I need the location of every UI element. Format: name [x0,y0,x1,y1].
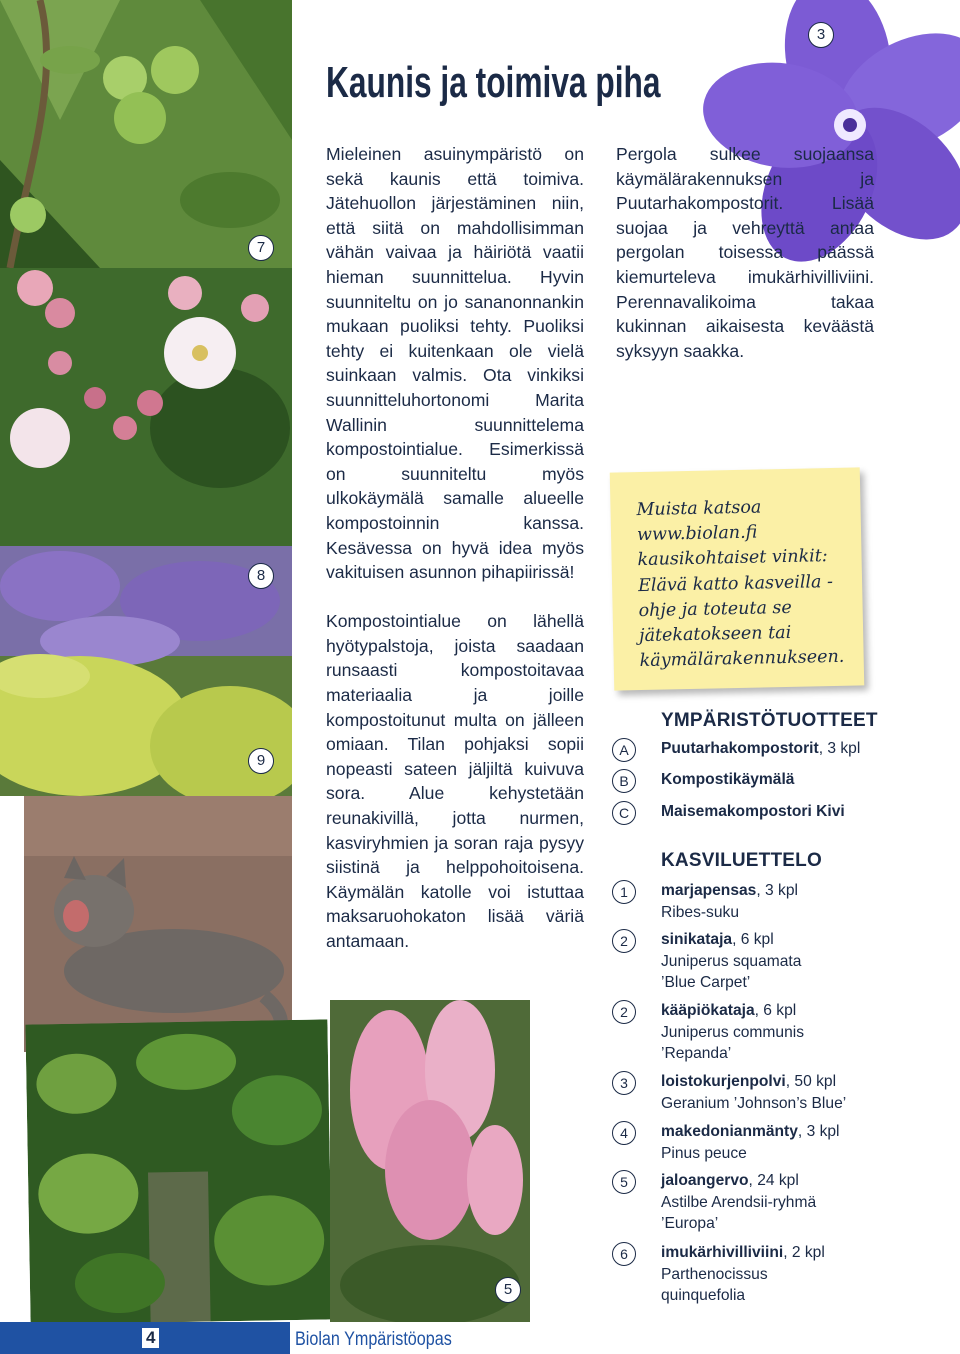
plant-count: , 3 kpl [756,882,798,899]
plant-marker: 2 [612,1000,636,1024]
apple-blossom-illustration [0,268,292,546]
page-title: Kaunis ja toimiva piha [326,58,661,107]
photo-marker-8: 8 [248,563,274,589]
plant-name: makedonianmänty [661,1123,798,1140]
apple-blossom-photo [0,268,292,546]
plant-latin: Astilbe Arendsii-ryhmä ’Europa’ [661,1193,817,1232]
plant-name: loistokurjenpolvi [661,1073,786,1090]
body-paragraph-2: Kompostointialue on lähellä hyötypalstoja, joista saadaan runsaasti kompostoitavaa materiaalia ja joille kompostoitunut multa on jälleen omiaan. Tilan pohjaksi sopii nopeasti sateen jäljiltä kuivuva sora. Alue kehystetään reunakivillä, jotta nurmen, kasviryhmien ja soran raja pysyy siistinä ja helppohoitoisena. Käymälän katolle voi istuttaa maksaruohokaton lisää väriä antamaan. [326,611,584,951]
tree-fruit-photo [0,0,292,268]
plant-count: , 50 kpl [785,1073,837,1090]
astilbe-illustration [330,1000,530,1322]
product-marker: C [612,801,636,825]
plant-latin: Juniperus communis ’Repanda’ [661,1023,805,1062]
plant-latin: Parthenocissus quinquefolia [661,1265,768,1304]
plant-count: , 24 kpl [748,1172,799,1189]
body-paragraph-3: Pergola sulkee suojaansa käymälärakennuksen ja Puutarhakompostorit. Lisää suojaa ja vehreyttä antaa pergolan toisessa päässä kiemurteleva imukärhivilliviini. Perennavalikoima takaa kukinnan aikaisesta keväästä syksyyn saakka. [616,144,874,361]
plant-latin: Pinus peuce [661,1144,747,1162]
plant-marker: 4 [612,1121,636,1145]
photo-marker-7: 7 [248,235,274,261]
plant-marker: 1 [612,880,636,904]
product-detail: , 3 kpl [818,740,861,757]
plants-heading: KASVILUETTELO [661,850,822,871]
plant-name: sinikataja [661,931,733,948]
tip-sticky-note [610,467,865,690]
product-marker: A [612,738,636,762]
plant-latin: Juniperus squamata ’Blue Carpet’ [661,952,802,991]
plant-latin: Ribes-suku [661,903,739,921]
product-name: Maisemakompostori Kivi [661,803,845,820]
plant-name: kääpiökataja [661,1002,755,1019]
plant-name: imukärhivilliviini [661,1244,784,1261]
vine-photo [25,1019,332,1324]
plant-marker: 5 [612,1170,636,1194]
footer-bar [0,1322,290,1354]
plant-marker: 3 [612,1071,636,1095]
text-column-left [326,142,584,954]
page-footer [0,1322,960,1354]
text-column-right [616,142,874,363]
plant-marker: 2 [612,929,636,953]
body-paragraph-1: Mieleinen asuinympäristö on sekä kaunis että toimiva. Jätehuollon järjestäminen niin, että siitä on mahdollisimman vähän vaivaa ja häiriötä vaatii hieman suunnittelua. Hyvin suunniteltu on jo sananonnankin mukaan puoliksi tehty. Puoliksi tehty ei kuitenkaan ole vielä suinkaan valmis. Ota vinkiksi suunnitteluhortonomi Marita Wallinin suunnittelema kompostointialue. Esimerkissä on suunniteltu myös ulkokäymälä samalle alueelle kompostoinnin kanssa. Kesävessa on hyvä idea myös vakituisen asunnon pihapiirissä! [326,144,584,583]
astilbe-photo [330,1000,530,1322]
plant-name: jaloangervo [661,1172,749,1189]
product-name: Kompostikäymälä [661,771,795,788]
plant-latin: Geranium ’Johnson’s Blue’ [661,1094,847,1112]
products-heading: YMPÄRISTÖTUOTTEET [661,710,878,731]
product-name: Puutarhakompostorit [661,740,819,757]
page-number: 4 [142,1328,159,1348]
vine-illustration [25,1019,332,1324]
tree-fruit-illustration [0,0,292,268]
cat-illustration [24,796,292,1052]
plant-marker: 6 [612,1242,636,1266]
cat-photo [24,796,292,1052]
photo-marker-3: 3 [808,22,834,48]
product-marker: B [612,769,636,793]
publication-name: Biolan Ympäristöopas [295,1329,452,1350]
plant-name: marjapensas [661,882,757,899]
plant-count: , 6 kpl [754,1002,797,1019]
tip-note-text: Muista katsoa www.biolan.fi kausikohtaiset vinkit: Elävä katto kasveilla -ohje ja toteuta se jätekatokseen tai käymälärakennukseen. [636,497,845,672]
photo-marker-9: 9 [248,748,274,774]
plant-count: , 2 kpl [783,1244,825,1261]
photo-marker-5: 5 [495,1277,521,1303]
plant-count: , 3 kpl [797,1123,840,1140]
plant-count: , 6 kpl [732,931,774,948]
